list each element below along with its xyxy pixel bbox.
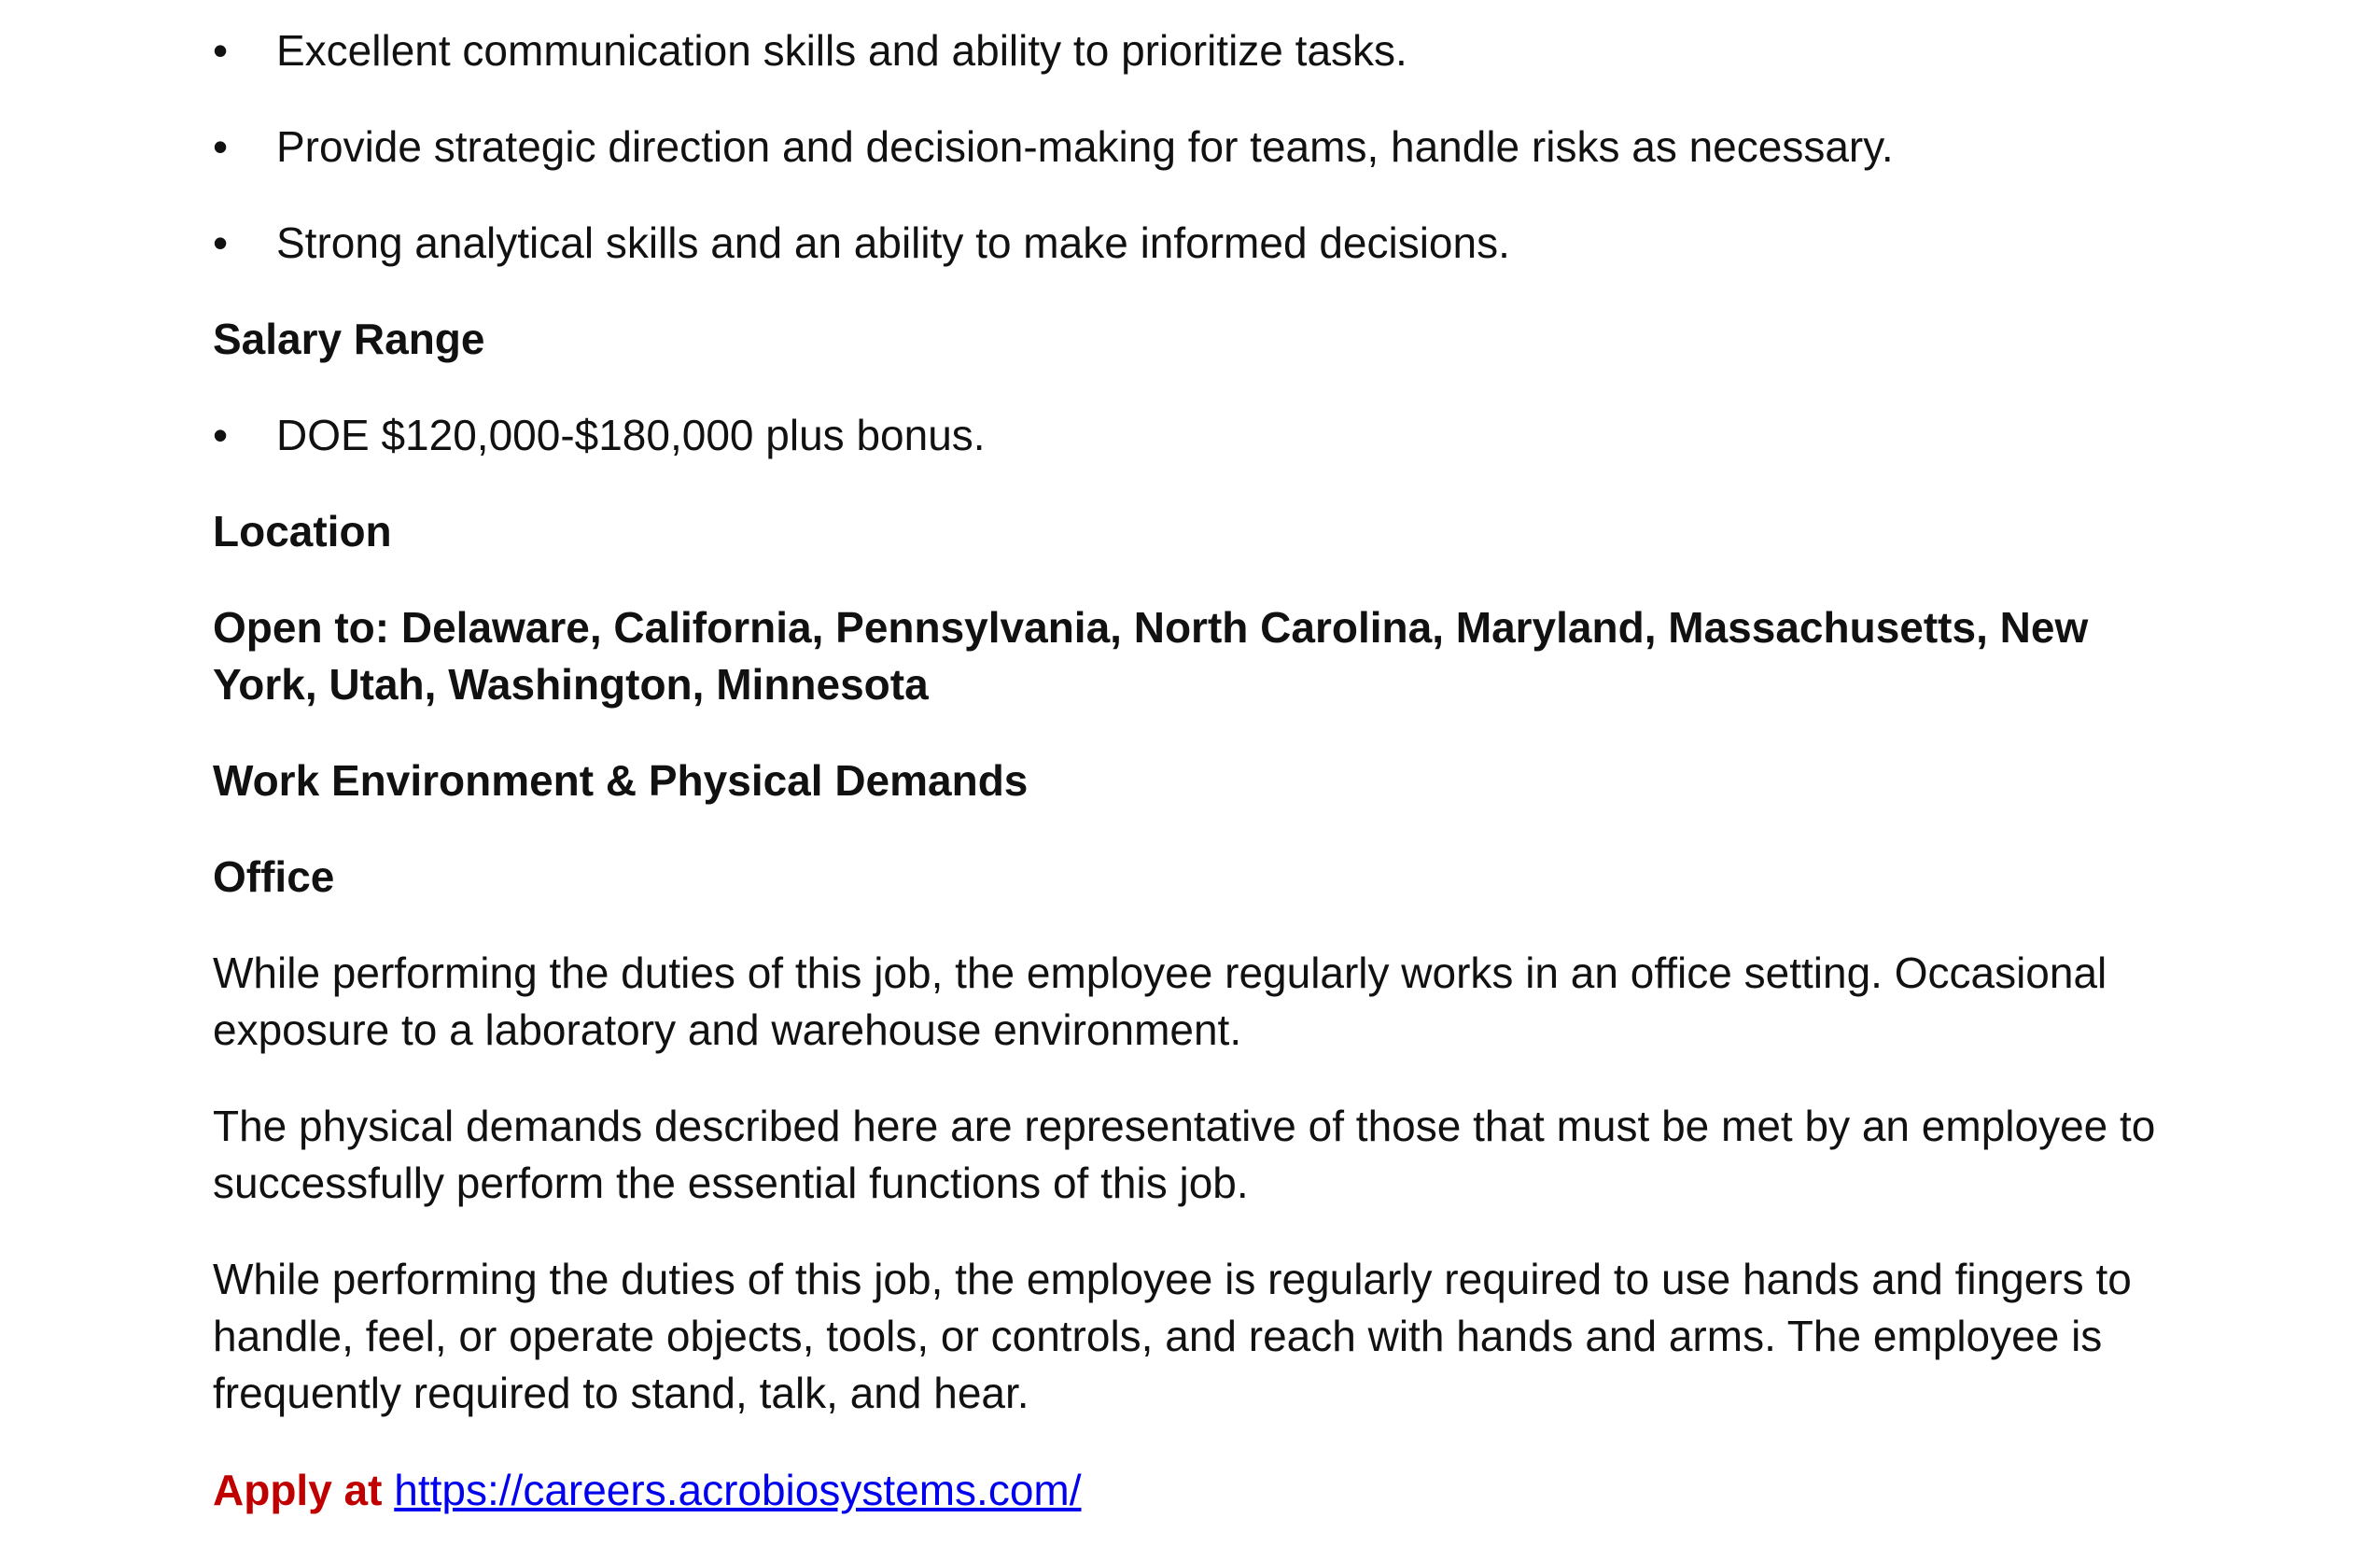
bullet-text: Provide strategic direction and decision-making for teams, handle risks as necessary. — [276, 122, 1894, 171]
paragraph-line: While performing the duties of this job, the employee regularly works in an office setting. Occasional — [213, 949, 2107, 997]
paragraph — [213, 1098, 2191, 1212]
location-heading: Location — [213, 507, 392, 555]
salary-text: DOE $120,000-$180,000 plus bonus. — [276, 411, 986, 459]
apply-label: Apply at — [213, 1466, 383, 1514]
careers-link[interactable]: https://careers.acrobiosystems.com/ — [394, 1466, 1082, 1514]
salary-range-heading: Salary Range — [213, 315, 485, 363]
list-item — [213, 119, 2191, 176]
list-item — [213, 215, 2191, 272]
bullet-icon: • — [213, 218, 229, 267]
bullet-text: Excellent communication skills and ability to prioritize tasks. — [276, 26, 1407, 75]
bullet-text: Strong analytical skills and an ability to make informed decisions. — [276, 218, 1510, 267]
paragraph-line: The physical demands described here are representative of those that must be met by an employee to — [213, 1102, 2156, 1150]
paragraph-line: While performing the duties of this job, the employee is regularly required to use hands and fingers to — [213, 1255, 2132, 1303]
list-item — [213, 22, 2191, 79]
paragraph-line: frequently required to stand, talk, and hear. — [213, 1369, 1029, 1417]
paragraph — [213, 1251, 2191, 1422]
list-item — [213, 407, 2191, 464]
apply-line — [213, 1462, 2191, 1519]
bullet-icon: • — [213, 411, 229, 459]
paragraph — [213, 945, 2191, 1059]
location-open-to — [213, 599, 2191, 713]
location-line: York, Utah, Washington, Minnesota — [213, 660, 929, 709]
paragraph-line: handle, feel, or operate objects, tools, or controls, and reach with hands and arms. The employee is — [213, 1312, 2103, 1360]
paragraph-line: successfully perform the essential functions of this job. — [213, 1159, 1249, 1207]
location-line: Open to: Delaware, California, Pennsylvania, North Carolina, Maryland, Massachusetts, New — [213, 603, 2089, 652]
bullet-icon: • — [213, 122, 229, 171]
bullet-icon: • — [213, 26, 229, 75]
work-environment-heading: Work Environment & Physical Demands — [213, 756, 1029, 805]
office-subheading: Office — [213, 852, 335, 901]
paragraph-line: exposure to a laboratory and warehouse environment. — [213, 1005, 1242, 1054]
